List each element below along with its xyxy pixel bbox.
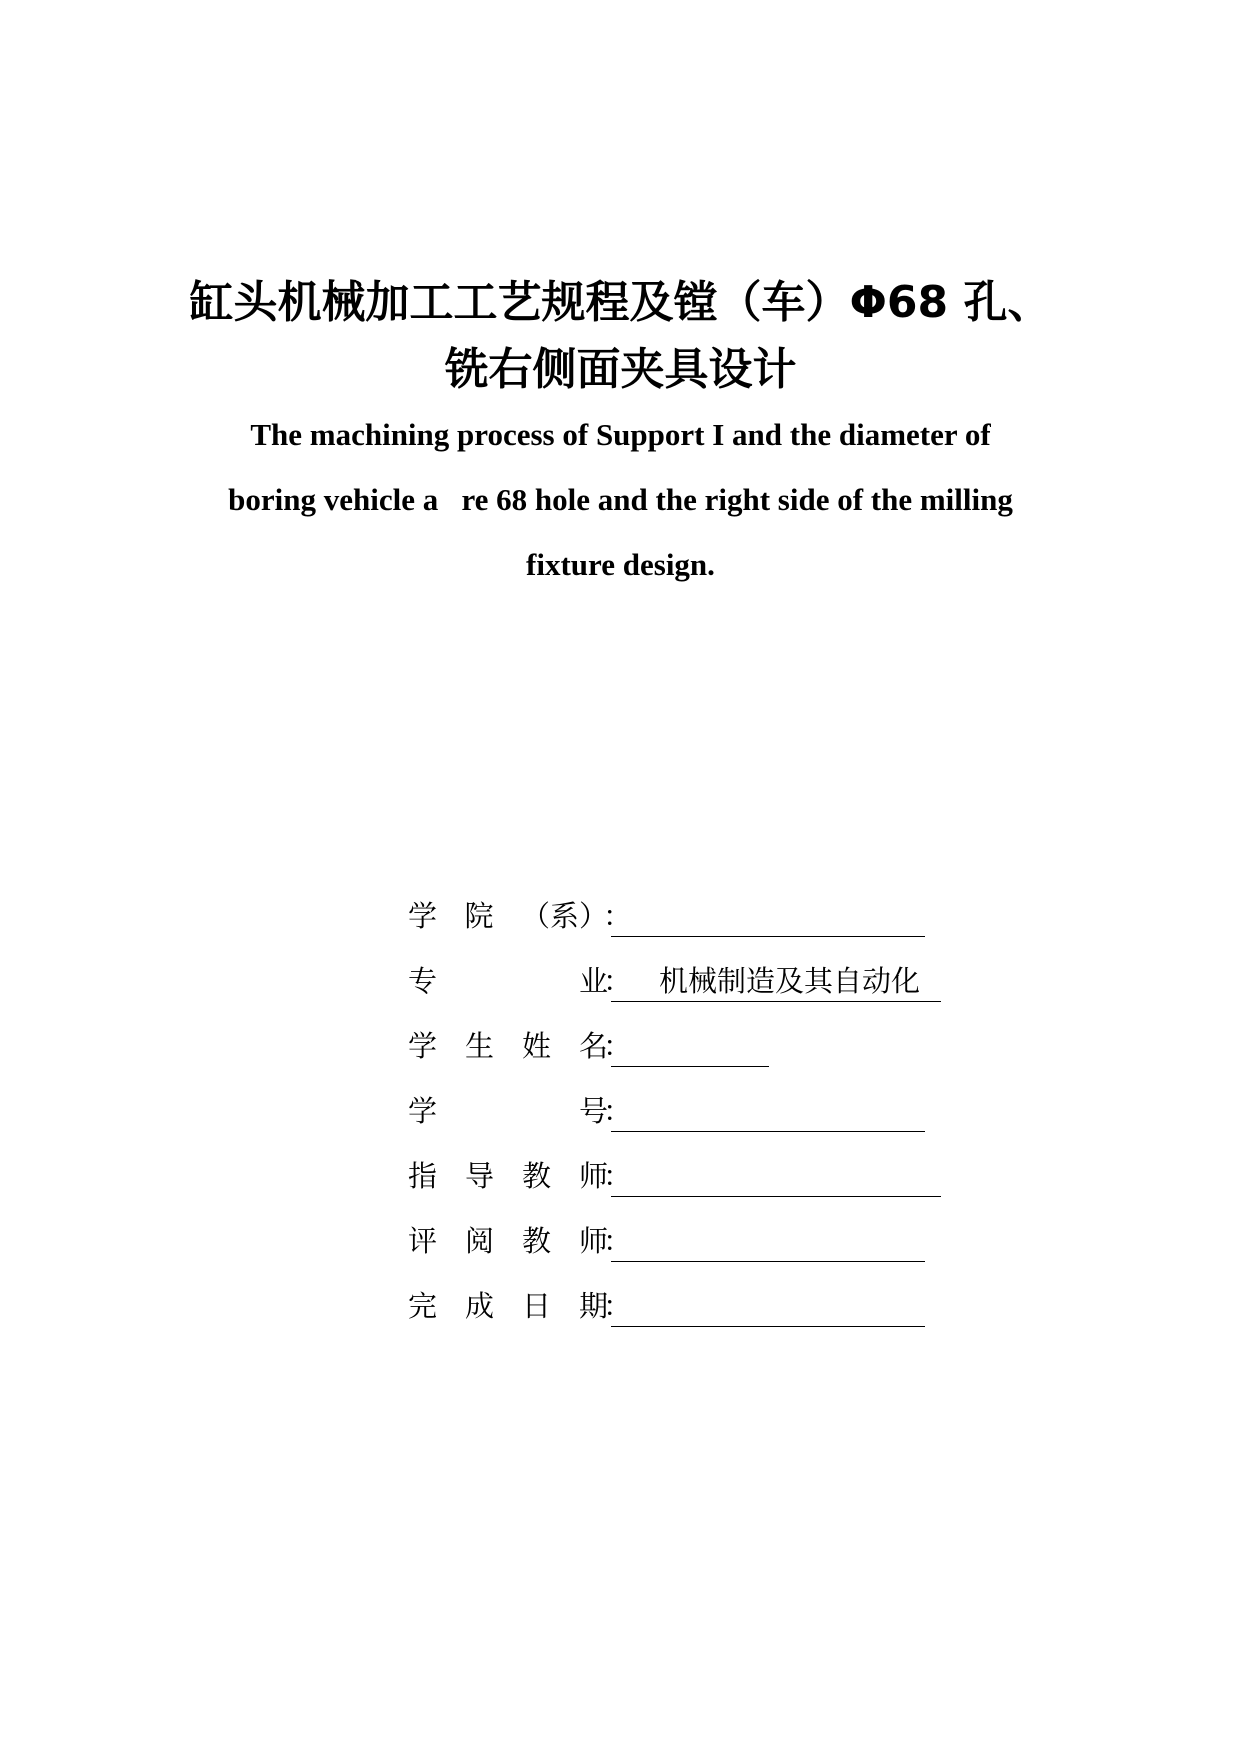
supervisor-label	[408, 1156, 608, 1196]
english-title-line-2: boring vehicle a re 68 hole and the right side of the milling	[228, 482, 1013, 517]
reviewer-label	[408, 1221, 608, 1261]
student-name-field[interactable]	[611, 1026, 769, 1067]
completion-date-field[interactable]	[611, 1286, 925, 1327]
label-char: 业	[578, 964, 608, 998]
label-char: 日	[521, 1289, 551, 1323]
label-char: 院	[464, 899, 494, 933]
student-name-label	[408, 1026, 608, 1066]
student-name-row	[408, 1020, 1028, 1085]
college-row	[408, 890, 1028, 955]
supervisor-colon: ：	[603, 1159, 633, 1193]
student-id-value	[611, 1094, 659, 1128]
label-char: 导	[464, 1159, 494, 1193]
label-char: 教	[521, 1224, 551, 1258]
college-value	[611, 899, 659, 933]
student-name-value	[611, 1029, 659, 1063]
label-char: 成	[464, 1289, 494, 1323]
label-char: 师	[578, 1159, 608, 1193]
chinese-title-line-2: 铣右侧面夹具设计	[444, 344, 797, 395]
label-char: 阅	[464, 1224, 494, 1258]
reviewer-value	[611, 1224, 659, 1258]
label-char: 教	[521, 1159, 551, 1193]
label-char: 完	[408, 1289, 438, 1323]
reviewer-colon: ：	[603, 1224, 633, 1258]
english-title-line-3: fixture design.	[526, 547, 715, 582]
label-char: 生	[464, 1029, 494, 1063]
college-colon: ：	[603, 899, 633, 933]
label-char: 姓	[521, 1029, 551, 1063]
label-char: 指	[408, 1159, 438, 1193]
completion-date-value	[611, 1289, 659, 1323]
major-colon: ：	[603, 964, 633, 998]
supervisor-field[interactable]	[611, 1156, 941, 1197]
label-char: 师	[578, 1224, 608, 1258]
major-label	[408, 961, 608, 1001]
completion-date-colon: ：	[603, 1289, 633, 1323]
completion-date-label	[408, 1286, 608, 1326]
reviewer-field[interactable]	[611, 1221, 925, 1262]
label-char: 期	[578, 1289, 608, 1323]
student-id-colon: ：	[603, 1094, 633, 1128]
supervisor-row	[408, 1150, 1028, 1215]
chinese-title-line-1: 缸头机械加工工艺规程及镗（车）Φ68 孔、	[189, 277, 1052, 328]
label-char: （系）	[520, 899, 608, 933]
cover-info-block	[408, 890, 1028, 1345]
college-field[interactable]	[611, 896, 925, 937]
label-char: 学	[408, 1029, 438, 1063]
student-name-colon: ：	[603, 1029, 633, 1063]
label-char: 学	[408, 899, 438, 933]
completion-date-row	[408, 1280, 1028, 1345]
major-value: 机械制造及其自动化	[659, 964, 921, 998]
label-char: 评	[408, 1224, 438, 1258]
label-char: 号	[578, 1094, 608, 1128]
reviewer-row	[408, 1215, 1028, 1280]
student-id-field[interactable]	[611, 1091, 925, 1132]
label-char: 学	[408, 1094, 438, 1128]
label-char: 名	[578, 1029, 608, 1063]
student-id-row	[408, 1085, 1028, 1150]
student-id-label	[408, 1091, 608, 1131]
label-char: 专	[408, 964, 438, 998]
college-label	[408, 896, 608, 936]
supervisor-value	[611, 1159, 659, 1193]
major-row	[408, 955, 1028, 1020]
major-field[interactable]	[611, 961, 941, 1002]
english-title-line-1: The machining process of Support I and the diameter of	[250, 417, 991, 452]
